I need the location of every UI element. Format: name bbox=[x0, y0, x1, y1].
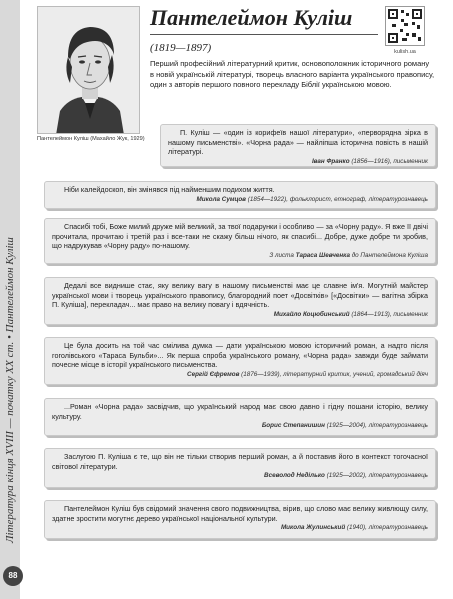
portrait-image bbox=[37, 6, 140, 134]
quote-box bbox=[44, 398, 436, 436]
quote-box bbox=[44, 218, 436, 264]
portrait-engraving bbox=[38, 7, 140, 134]
life-years: (1819—1897) bbox=[150, 42, 212, 54]
quote-text: Заслугою П. Куліша є те, що він не тільки створив перший роман, а й поставив його в контекст тогочасної світової літератури. bbox=[52, 452, 428, 471]
qr-code-icon[interactable] bbox=[385, 6, 425, 46]
quote-box bbox=[44, 500, 436, 539]
quote-author: Іван Франко (1856—1916), письменник bbox=[311, 157, 428, 165]
quote-author: Микола Сумцов (1854—1922), фольклорист, етнограф, літературознавець bbox=[196, 195, 428, 203]
quote-author: Сергій Єфремов (1876—1939), літературний критик, учений, громадський діяч bbox=[187, 370, 428, 378]
quote-box bbox=[44, 277, 436, 325]
quote-author: З листа Тараса Шевченка до Пантелеймона Куліша bbox=[269, 251, 428, 259]
quote-text: Ніби калейдоскоп, він змінявся під найменшим подихом життя. bbox=[64, 185, 275, 194]
page-title: Пантелеймон Куліш bbox=[150, 5, 353, 30]
quote-author: Борис Степанишин (1925—2004), літературознавець bbox=[261, 422, 428, 429]
quote-box bbox=[44, 337, 436, 385]
quote-text: ...Роман «Чорна рада» засвідчив, що український народ має свою давно і гідну пошани історію, велику культуру. bbox=[52, 402, 428, 421]
bio-text: Перший професійний літературний критик, основоположник історичного роману в новій українській літературі, творець власного варіанта українського правопису, один з авторів першого повного перекладу Біблії українською мовою. bbox=[150, 59, 435, 89]
quote-author: Микола Жулинський (1940), літературознавець bbox=[280, 524, 428, 531]
qr-label: kulish.ua bbox=[394, 49, 416, 55]
portrait-caption: Пантелеймон Куліш (Махайло Жук, 1929) bbox=[37, 136, 145, 142]
quote-box bbox=[44, 181, 436, 209]
running-title: Література кінця XVIII — початку XX ст. • Пантелеймон Куліш bbox=[4, 237, 16, 543]
quote-author: Всеволод Неділько (1925—2002), літературознавець bbox=[264, 472, 428, 479]
quote-text: Дедалі все виднише стає, яку велику вагу в нашому письменстві має це славне ім'я. Могутній майстер української мови і творець українського правопису, благородний поет «Досвітків» [«Досвітки» — вагітна збірка П. Куліша], перекладач... має право на велику повагу і вдячність. bbox=[52, 281, 428, 309]
quote-text: П. Куліш — «один із корифеїв нашої літератури», «перворядна зірка в нашому письменстві». «Чорна рада» — найліпша історична повість в нашій літературі. bbox=[168, 128, 428, 156]
quote-box bbox=[44, 448, 436, 488]
quote-box bbox=[160, 124, 436, 167]
quote-text: Це була досить на той час смілива думка — дати українською мовою історичний роман, а надто після гоголівського «Тараса Бульби»... Як перша спроба українського роману, «Чорна рада» завжди буде займати почесне місце в історії українського письменства. bbox=[52, 341, 428, 369]
quote-text: Спасибі тобі, Боже милий друже мій великий, за твої подарунки і особливо — за «Чорну раду». Я вже її двічі прочитала, прочитаю і третій раз і все-таки не скажу більш нічого, як спасибі... Добре, дуже добре ти зробив, що надрукував «Чорну раду» по-нашому. bbox=[52, 222, 428, 250]
title-rule bbox=[150, 34, 378, 35]
quote-author: Михайло Коцюбинський (1864—1913), письменник bbox=[273, 310, 428, 318]
quote-text: Пантелеймон Куліш був свідомий значення свого подвижництва, вірив, що слово має велику живлющу силу, здатне зростити могутнє дерево української національної культури. bbox=[52, 504, 428, 523]
page-number: 88 bbox=[3, 566, 23, 586]
